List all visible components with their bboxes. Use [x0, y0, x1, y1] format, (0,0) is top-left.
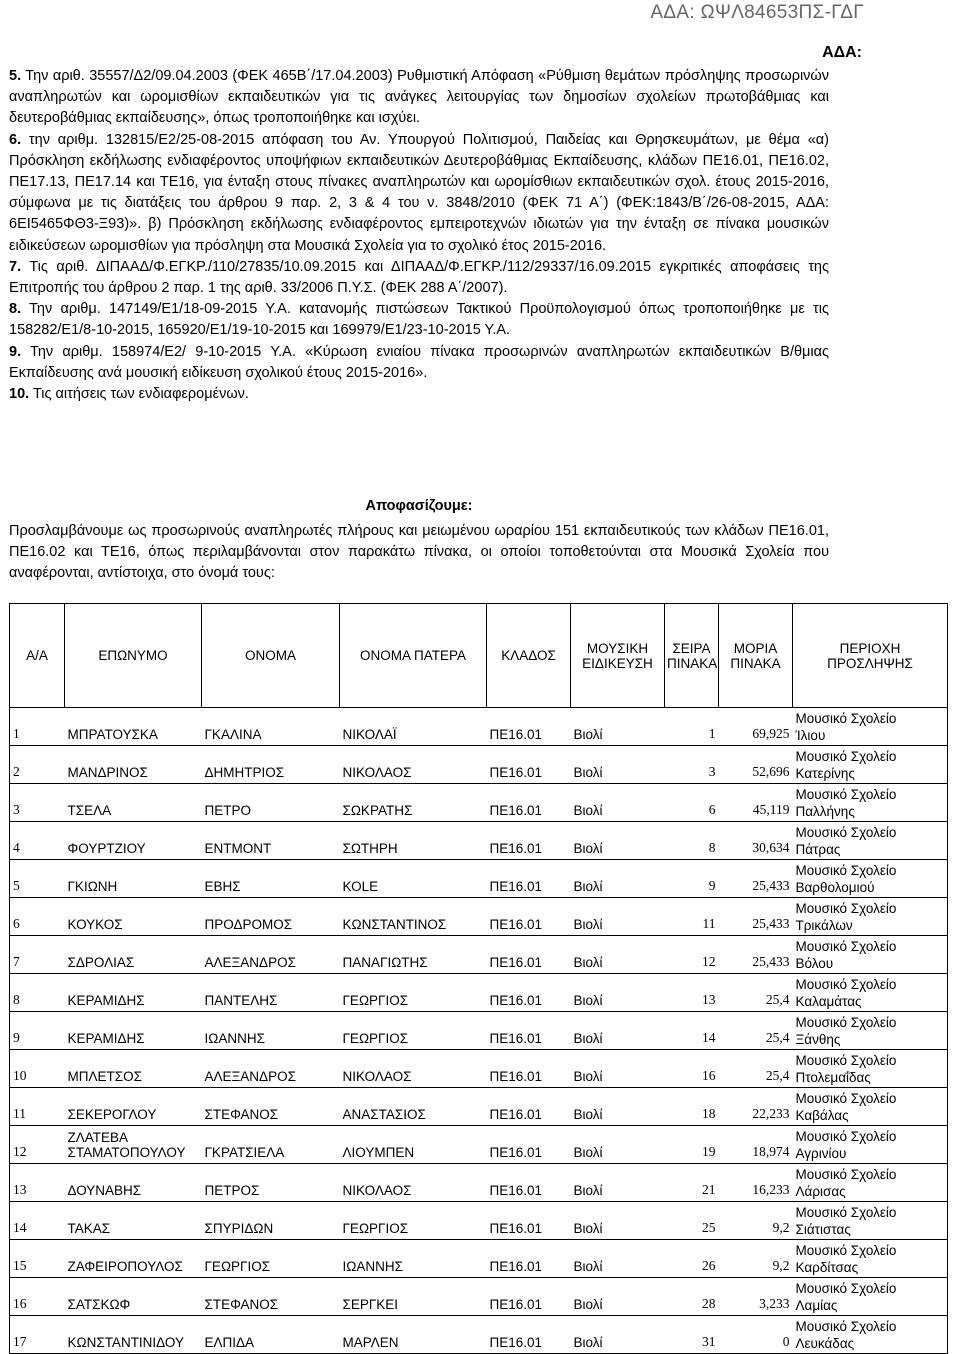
- cell-surname: ΤΣΕΛΑ: [65, 784, 202, 822]
- cell-aa: 10: [10, 1050, 65, 1088]
- cell-specialty: Βιολί: [571, 936, 665, 974]
- header-father: ΟΝΟΜΑ ΠΑΤΕΡΑ: [340, 604, 487, 708]
- cell-rank: 3: [665, 746, 719, 784]
- cell-points: 25,4: [719, 1012, 793, 1050]
- cell-area-school: Μουσικό Σχολείο: [795, 862, 897, 878]
- cell-aa: 12: [10, 1126, 65, 1164]
- cell-specialty: Βιολί: [571, 1202, 665, 1240]
- cell-area: [793, 1126, 948, 1164]
- cell-surname: ΣΑΤΣΚΩΦ: [65, 1278, 202, 1316]
- cell-area-city: Παλλήνης: [795, 803, 855, 819]
- cell-rank: 12: [665, 936, 719, 974]
- cell-area-city: Αγρινίου: [795, 1145, 847, 1161]
- cell-branch: ΠΕ16.01: [487, 1278, 571, 1316]
- cell-area-school: Μουσικό Σχολείο: [795, 1204, 897, 1220]
- header-aa: Α/Α: [10, 604, 65, 708]
- table-row: [10, 860, 948, 898]
- cell-rank: 14: [665, 1012, 719, 1050]
- cell-specialty: Βιολί: [571, 1088, 665, 1126]
- cell-branch: ΠΕ16.01: [487, 898, 571, 936]
- cell-area-school: Μουσικό Σχολείο: [795, 824, 897, 840]
- cell-area: [793, 1088, 948, 1126]
- cell-points: 3,233: [719, 1278, 793, 1316]
- cell-area-school: Μουσικό Σχολείο: [795, 1280, 897, 1296]
- cell-name: ΕΝΤΜΟΝΤ: [202, 822, 340, 860]
- cell-area-school: Μουσικό Σχολείο: [795, 1318, 897, 1334]
- cell-father: ΑΝΑΣΤΑΣΙΟΣ: [340, 1088, 487, 1126]
- cell-aa: 11: [10, 1088, 65, 1126]
- header-name: ΟΝΟΜΑ: [202, 604, 340, 708]
- cell-area-school: Μουσικό Σχολείο: [795, 1014, 897, 1030]
- cell-name: ΣΤΕΦΑΝΟΣ: [202, 1278, 340, 1316]
- consideration-9: 9. Την αριθμ. 158974/Ε2/ 9-10-2015 Υ.Α. «Κύρωση ενιαίου πίνακα προσωρινών αναπληρωτών εκπαιδευτικών Β/θμιας Εκπαίδευσης ανά μουσική ειδίκευση σχολικού έτους 2015-2016».: [9, 343, 829, 381]
- cell-rank: 21: [665, 1164, 719, 1202]
- cell-area: [793, 898, 948, 936]
- cell-area: [793, 822, 948, 860]
- cell-branch: ΠΕ16.01: [487, 784, 571, 822]
- ada-code-header: ΑΔΑ: ΩΨΛ84653ΠΣ-ΓΔΓ: [650, 2, 864, 23]
- cell-surname: ΦΟΥΡΤΖΙΟΥ: [65, 822, 202, 860]
- cell-rank: 19: [665, 1126, 719, 1164]
- cell-specialty: Βιολί: [571, 860, 665, 898]
- cell-branch: ΠΕ16.01: [487, 1012, 571, 1050]
- cell-aa: 3: [10, 784, 65, 822]
- cell-aa: 1: [10, 708, 65, 746]
- cell-branch: ΠΕ16.01: [487, 1240, 571, 1278]
- cell-area-school: Μουσικό Σχολείο: [795, 1090, 897, 1106]
- cell-aa: 5: [10, 860, 65, 898]
- cell-father: ΝΙΚΟΛΑΟΣ: [340, 1164, 487, 1202]
- cell-surname: ΜΑΝΔΡΙΝΟΣ: [65, 746, 202, 784]
- table-row: [10, 1202, 948, 1240]
- cell-specialty: Βιολί: [571, 1012, 665, 1050]
- cell-points: 25,433: [719, 898, 793, 936]
- cell-father: ΓΕΩΡΓΙΟΣ: [340, 1202, 487, 1240]
- cell-area: [793, 1316, 948, 1354]
- cell-name: ΙΩΑΝΝΗΣ: [202, 1012, 340, 1050]
- cell-father: ΓΕΩΡΓΙΟΣ: [340, 1012, 487, 1050]
- cell-rank: 25: [665, 1202, 719, 1240]
- decision-text: Προσλαμβάνουμε ως προσωρινούς αναπληρωτές πλήρους και μειωμένου ωραρίου 151 εκπαιδευτικούς των κλάδων ΠΕ16.01, ΠΕ16.02 και ΤΕ16, όπως περιλαμβάνονται στον παρακάτω πίνακα, οι οποίοι τοποθετούνται στα Μουσικά Σχολεία που αναφέρονται, αντίστοιχα, στο όνομά τους:: [9, 523, 829, 581]
- cell-rank: 9: [665, 860, 719, 898]
- cell-branch: ΠΕ16.01: [487, 1126, 571, 1164]
- cell-specialty: Βιολί: [571, 1126, 665, 1164]
- cell-aa: 4: [10, 822, 65, 860]
- cell-surname: ΖΛΑΤΕΒΑ ΣΤΑΜΑΤΟΠΟΥΛΟΥ: [65, 1126, 202, 1164]
- cell-father: ΣΩΤΗΡΗ: [340, 822, 487, 860]
- table-row: [10, 708, 948, 746]
- table-row: [10, 1164, 948, 1202]
- cell-surname: ΓΚΙΩΝΗ: [65, 860, 202, 898]
- cell-area-city: Πάτρας: [795, 841, 841, 857]
- cell-area: [793, 1240, 948, 1278]
- cell-rank: 18: [665, 1088, 719, 1126]
- cell-surname: ΔΟΥΝΑΒΗΣ: [65, 1164, 202, 1202]
- cell-father: ΣΩΚΡΑΤΗΣ: [340, 784, 487, 822]
- cell-points: 16,233: [719, 1164, 793, 1202]
- table-row: [10, 784, 948, 822]
- cell-father: ΝΙΚΟΛΑΟΣ: [340, 1050, 487, 1088]
- cell-points: 0: [719, 1316, 793, 1354]
- cell-specialty: Βιολί: [571, 1240, 665, 1278]
- cell-area: [793, 1278, 948, 1316]
- table-row: [10, 1126, 948, 1164]
- cell-branch: ΠΕ16.01: [487, 708, 571, 746]
- cell-rank: 8: [665, 822, 719, 860]
- cell-aa: 8: [10, 974, 65, 1012]
- cell-name: ΕΛΠΙΔΑ: [202, 1316, 340, 1354]
- cell-area: [793, 1202, 948, 1240]
- cell-area-city: Ίλιου: [795, 727, 826, 743]
- cell-rank: 31: [665, 1316, 719, 1354]
- cell-specialty: Βιολί: [571, 708, 665, 746]
- cell-surname: ΚΕΡΑΜΙΔΗΣ: [65, 974, 202, 1012]
- cell-area-city: Καβάλας: [795, 1107, 849, 1123]
- cell-specialty: Βιολί: [571, 1278, 665, 1316]
- cell-surname: ΜΠΡΑΤΟΥΣΚΑ: [65, 708, 202, 746]
- cell-area: [793, 746, 948, 784]
- cell-aa: 13: [10, 1164, 65, 1202]
- cell-aa: 6: [10, 898, 65, 936]
- cell-specialty: Βιολί: [571, 1164, 665, 1202]
- table-row: [10, 1240, 948, 1278]
- cell-area-school: Μουσικό Σχολείο: [795, 938, 897, 954]
- cell-surname: ΜΠΛΕΤΣΟΣ: [65, 1050, 202, 1088]
- cell-branch: ΠΕ16.01: [487, 974, 571, 1012]
- appointments-table: [9, 603, 948, 1354]
- cell-branch: ΠΕ16.01: [487, 936, 571, 974]
- cell-area: [793, 1050, 948, 1088]
- cell-area-city: Τρικάλων: [795, 917, 853, 933]
- header-specialty: ΜΟΥΣΙΚΗ ΕΙΔΙΚΕΥΣΗ: [571, 604, 665, 708]
- cell-area-school: Μουσικό Σχολείο: [795, 1242, 897, 1258]
- cell-father: ΚΟLΕ: [340, 860, 487, 898]
- table-row: [10, 1012, 948, 1050]
- cell-aa: 7: [10, 936, 65, 974]
- cell-surname: ΖΑΦΕΙΡΟΠΟΥΛΟΣ: [65, 1240, 202, 1278]
- ada-label: ΑΔΑ:: [822, 44, 862, 61]
- cell-branch: ΠΕ16.01: [487, 1088, 571, 1126]
- cell-rank: 6: [665, 784, 719, 822]
- cell-branch: ΠΕ16.01: [487, 860, 571, 898]
- cell-area: [793, 1164, 948, 1202]
- cell-aa: 2: [10, 746, 65, 784]
- cell-surname: ΣΕΚΕΡΟΓΛΟΥ: [65, 1088, 202, 1126]
- cell-branch: ΠΕ16.01: [487, 1202, 571, 1240]
- cell-father: ΜΑΡΛΕΝ: [340, 1316, 487, 1354]
- cell-area-school: Μουσικό Σχολείο: [795, 900, 897, 916]
- cell-area-city: Βόλου: [795, 955, 834, 971]
- cell-name: ΠΕΤΡΟΣ: [202, 1164, 340, 1202]
- cell-name: ΠΡΟΔΡΟΜΟΣ: [202, 898, 340, 936]
- table-row: [10, 1088, 948, 1126]
- cell-aa: 17: [10, 1316, 65, 1354]
- cell-specialty: Βιολί: [571, 898, 665, 936]
- cell-name: ΓΚΑΛΙΝΑ: [202, 708, 340, 746]
- table-row: [10, 746, 948, 784]
- cell-aa: 9: [10, 1012, 65, 1050]
- cell-area-city: Λάρισας: [795, 1183, 846, 1199]
- cell-area-city: Κατερίνης: [795, 765, 855, 781]
- cell-area: [793, 936, 948, 974]
- cell-branch: ΠΕ16.01: [487, 1050, 571, 1088]
- cell-surname: ΚΩΝΣΤΑΝΤΙΝΙΔΟΥ: [65, 1316, 202, 1354]
- table-row: [10, 1278, 948, 1316]
- cell-father: ΠΑΝΑΓΙΩΤΗΣ: [340, 936, 487, 974]
- cell-points: 30,634: [719, 822, 793, 860]
- cell-area-city: Ξάνθης: [795, 1031, 841, 1047]
- cell-points: 18,974: [719, 1126, 793, 1164]
- cell-name: ΑΛΕΞΑΝΔΡΟΣ: [202, 936, 340, 974]
- cell-specialty: Βιολί: [571, 746, 665, 784]
- cell-area-city: Σιάτιστας: [795, 1221, 851, 1237]
- consideration-7: 7. Τις αριθ. ΔΙΠΑΑΔ/Φ.ΕΓΚΡ./110/27835/10.09.2015 και ΔΙΠΑΑΔ/Φ.ΕΓΚΡ./112/29337/16.09.2015 εγκριτικές αποφάσεις της Επιτροπής του άρθρου 2 παρ. 1 της αριθ. 33/2006 Π.Υ.Σ. (ΦΕΚ 288 Α΄/2007).: [9, 258, 829, 297]
- table-header-row: [10, 604, 948, 708]
- consideration-6: 6. την αριθμ. 132815/Ε2/25-08-2015 απόφαση του Αν. Υπουργού Πολιτισμού, Παιδείας και Θρησκευμάτων, με θέμα «α) Πρόσκληση εκδήλωσης ενδιαφέροντος υποψήφιων εκπαιδευτικών Δευτεροβάθμιας Εκπαίδευσης, κλάδων ΠΕ16.01, ΠΕ16.02, ΠΕ17.13, ΠΕ17.14 και ΤΕ16, για ένταξη στους πίνακες αναπληρωτών και ωρομίσθιων εκπαιδευτικών σχολ. έτους 2015-2016, σύμφωνα με τις διατάξεις του άρθρου 9 παρ. 2, 3 & 4 του ν. 3848/2010 (ΦΕΚ 71 Α΄) (ΦΕΚ:1843/Β΄/26-08-2015, ΑΔΑ: 6ΕΙ5465ΦΘ3-Ξ93)». β) Πρόσκληση εκδήλωσης ενδιαφέροντος εμπειροτεχνών ιδιωτών για την ένταξη σε πίνακα μουσικών ειδικεύσεων ωρομισθίων για πρόσληψη στα Μουσικά Σχολεία για το σχολικό έτος 2015-2016.: [9, 131, 829, 254]
- header-area: ΠΕΡΙΟΧΗ ΠΡΟΣΛΗΨΗΣ: [793, 604, 948, 708]
- table-row: [10, 1316, 948, 1354]
- cell-specialty: Βιολί: [571, 1316, 665, 1354]
- consideration-8: 8. Την αριθμ. 147149/Ε1/18-09-2015 Υ.Α. κατανομής πιστώσεων Τακτικού Προϋπολογισμού όπως τροποποιήθηκε με τις 158282/Ε1/8-10-2015, 165920/Ε1/19-10-2015 και 169979/Ε1/23-10-2015 Υ.Α.: [9, 301, 829, 339]
- cell-rank: 26: [665, 1240, 719, 1278]
- cell-points: 45,119: [719, 784, 793, 822]
- cell-name: ΓΕΩΡΓΙΟΣ: [202, 1240, 340, 1278]
- cell-points: 25,4: [719, 974, 793, 1012]
- cell-area-school: Μουσικό Σχολείο: [795, 1166, 897, 1182]
- cell-area: [793, 974, 948, 1012]
- cell-rank: 28: [665, 1278, 719, 1316]
- cell-father: ΓΕΩΡΓΙΟΣ: [340, 974, 487, 1012]
- cell-branch: ΠΕ16.01: [487, 746, 571, 784]
- cell-name: ΠΕΤΡΟ: [202, 784, 340, 822]
- cell-area: [793, 1012, 948, 1050]
- cell-name: ΕΒΗΣ: [202, 860, 340, 898]
- cell-area-city: Καλαμάτας: [795, 993, 862, 1009]
- cell-area-school: Μουσικό Σχολείο: [795, 1052, 897, 1068]
- cell-area-city: Καρδίτσας: [795, 1259, 859, 1275]
- cell-points: 52,696: [719, 746, 793, 784]
- cell-surname: ΚΕΡΑΜΙΔΗΣ: [65, 1012, 202, 1050]
- table-row: [10, 1050, 948, 1088]
- cell-father: ΣΕΡΓΚΕΙ: [340, 1278, 487, 1316]
- cell-name: ΑΛΕΞΑΝΔΡΟΣ: [202, 1050, 340, 1088]
- table-row: [10, 898, 948, 936]
- cell-aa: 16: [10, 1278, 65, 1316]
- cell-surname: ΤΑΚΑΣ: [65, 1202, 202, 1240]
- cell-area-school: Μουσικό Σχολείο: [795, 976, 897, 992]
- cell-points: 9,2: [719, 1240, 793, 1278]
- cell-area: [793, 784, 948, 822]
- cell-area-city: Λαμίας: [795, 1297, 838, 1313]
- considerations-list: [9, 66, 829, 405]
- cell-father: ΝΙΚΟΛΑΪ: [340, 708, 487, 746]
- cell-points: 25,433: [719, 936, 793, 974]
- cell-branch: ΠΕ16.01: [487, 1164, 571, 1202]
- header-branch: ΚΛΑΔΟΣ: [487, 604, 571, 708]
- cell-father: ΛΙΟΥΜΠΕΝ: [340, 1126, 487, 1164]
- cell-rank: 1: [665, 708, 719, 746]
- cell-area-school: Μουσικό Σχολείο: [795, 1128, 897, 1144]
- cell-father: ΙΩΑΝΝΗΣ: [340, 1240, 487, 1278]
- cell-rank: 13: [665, 974, 719, 1012]
- cell-surname: ΚΟΥΚΟΣ: [65, 898, 202, 936]
- decision-section: [9, 496, 829, 584]
- cell-points: 22,233: [719, 1088, 793, 1126]
- table-row: [10, 974, 948, 1012]
- cell-aa: 15: [10, 1240, 65, 1278]
- cell-area: [793, 708, 948, 746]
- header-points: ΜΟΡΙΑ ΠΙΝΑΚΑ: [719, 604, 793, 708]
- cell-area: [793, 860, 948, 898]
- cell-branch: ΠΕ16.01: [487, 1316, 571, 1354]
- cell-area-city: Βαρθολομιού: [795, 879, 875, 895]
- header-rank: ΣΕΙΡΑ ΠΙΝΑΚΑ: [665, 604, 719, 708]
- header-surname: ΕΠΩΝΥΜΟ: [65, 604, 202, 708]
- cell-specialty: Βιολί: [571, 784, 665, 822]
- table-row: [10, 936, 948, 974]
- cell-rank: 16: [665, 1050, 719, 1088]
- cell-area-school: Μουσικό Σχολείο: [795, 786, 897, 802]
- cell-area-school: Μουσικό Σχολείο: [795, 748, 897, 764]
- cell-specialty: Βιολί: [571, 974, 665, 1012]
- cell-points: 9,2: [719, 1202, 793, 1240]
- decision-heading: Αποφασίζουμε:: [365, 498, 473, 514]
- cell-rank: 11: [665, 898, 719, 936]
- cell-points: 69,925: [719, 708, 793, 746]
- cell-name: ΓΚΡΑΤΣΙΕΛΑ: [202, 1126, 340, 1164]
- cell-name: ΣΤΕΦΑΝΟΣ: [202, 1088, 340, 1126]
- cell-branch: ΠΕ16.01: [487, 822, 571, 860]
- cell-father: ΝΙΚΟΛΑΟΣ: [340, 746, 487, 784]
- table-row: [10, 822, 948, 860]
- cell-surname: ΣΔΡΟΛΙΑΣ: [65, 936, 202, 974]
- cell-points: 25,433: [719, 860, 793, 898]
- cell-name: ΣΠΥΡΙΔΩΝ: [202, 1202, 340, 1240]
- cell-father: ΚΩΝΣΤΑΝΤΙΝΟΣ: [340, 898, 487, 936]
- consideration-5: 5. Την αριθ. 35557/Δ2/09.04.2003 (ΦΕΚ 465Β΄/17.04.2003) Ρυθμιστική Απόφαση «Ρύθμιση θεμάτων πρόσληψης προσωρινών αναπληρωτών και ωρομισθίων εκπαιδευτικών για τις ανάγκες λειτουργίας των δημοσίων σχολείων πρωτοβάθμιας και δευτεροβάθμιας εκπαίδευσης», όπως τροποποιήθηκε και ισχύει.: [9, 68, 829, 127]
- cell-area-city: Λευκάδας: [795, 1335, 855, 1351]
- cell-specialty: Βιολί: [571, 822, 665, 860]
- cell-aa: 14: [10, 1202, 65, 1240]
- cell-points: 25,4: [719, 1050, 793, 1088]
- cell-area-school: Μουσικό Σχολείο: [795, 710, 897, 726]
- cell-specialty: Βιολί: [571, 1050, 665, 1088]
- cell-name: ΔΗΜΗΤΡΙΟΣ: [202, 746, 340, 784]
- cell-name: ΠΑΝΤΕΛΗΣ: [202, 974, 340, 1012]
- cell-area-city: Πτολεμαΐδας: [795, 1069, 871, 1085]
- consideration-10: 10. Τις αιτήσεις των ενδιαφερομένων.: [9, 386, 249, 403]
